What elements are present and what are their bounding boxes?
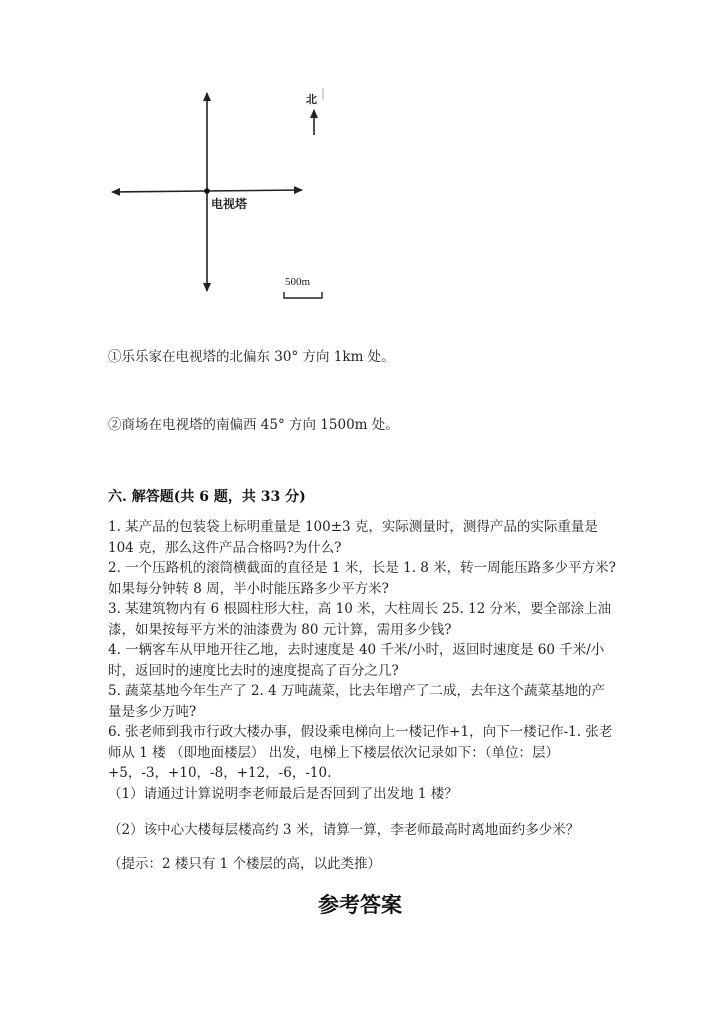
sub-question-1: （1）请通过计算说明李老师最后是否回到了出发地 1 楼？: [108, 786, 458, 802]
answer-heading: 参考答案: [318, 893, 402, 917]
scale-label: 500m: [285, 276, 311, 288]
direction-map-diagram: [0, 0, 720, 320]
north-label: 北: [306, 93, 317, 106]
question-item: 3. 某建筑物内有 6 根圆柱形大柱，高 10 米，大柱周长 25. 12 分米，要全部涂上油漆，如果按每平方米的油漆费为 80 元计算，需用多少钱?: [108, 601, 612, 638]
section-title: 六. 解答题(共 6 题，共 33 分): [108, 489, 306, 505]
hint-text: （提示：2 楼只有 1 个楼层的高，以此类推）: [108, 856, 382, 872]
location-statement-2: ②商场在电视塔的南偏西 45° 方向 1500m 处。: [108, 417, 399, 433]
sub-question-2: （2）该中心大楼每层楼高约 3 米，请算一算，李老师最高时离地面约多少米？: [108, 822, 580, 838]
location-statement-1: ①乐乐家在电视塔的北偏东 30° 方向 1km 处。: [108, 349, 395, 365]
tv-tower-label: 电视塔: [211, 197, 248, 211]
question-list: [108, 517, 618, 784]
question-item: 2. 一个压路机的滚筒横截面的直径是 1 米，长是 1. 8 米，转一周能压路多少平方米?如果每分钟转 8 周，半小时能压路多少平方米?: [108, 560, 616, 597]
compass-cross-icon: [0, 0, 720, 320]
question-item: 1. 某产品的包装袋上标明重量是 100±3 克，实际测量时，测得产品的实际重量是 104 克，那么这件产品合格吗?为什么?: [108, 519, 598, 556]
question-item: 4. 一辆客车从甲地开往乙地，去时速度是 40 千米/小时，返回时速度是 60 千米/小时，返回时的速度比去时的速度提高了百分之几?: [108, 642, 605, 679]
question-item: 6. 张老师到我市行政大楼办事，假设乘电梯向上一楼记作+1，向下一楼记作-1. 张老师从 1 楼 （即地面楼层） 出发，电梯上下楼层依次记录如下：（单位：层）+5，-3，+10，-8，+12，-6，-10.: [108, 724, 613, 781]
question-item: 5. 蔬菜基地今年生产了 2. 4 万吨蔬菜，比去年增产了二成，去年这个蔬菜基地的产量是多少万吨?: [108, 683, 606, 720]
